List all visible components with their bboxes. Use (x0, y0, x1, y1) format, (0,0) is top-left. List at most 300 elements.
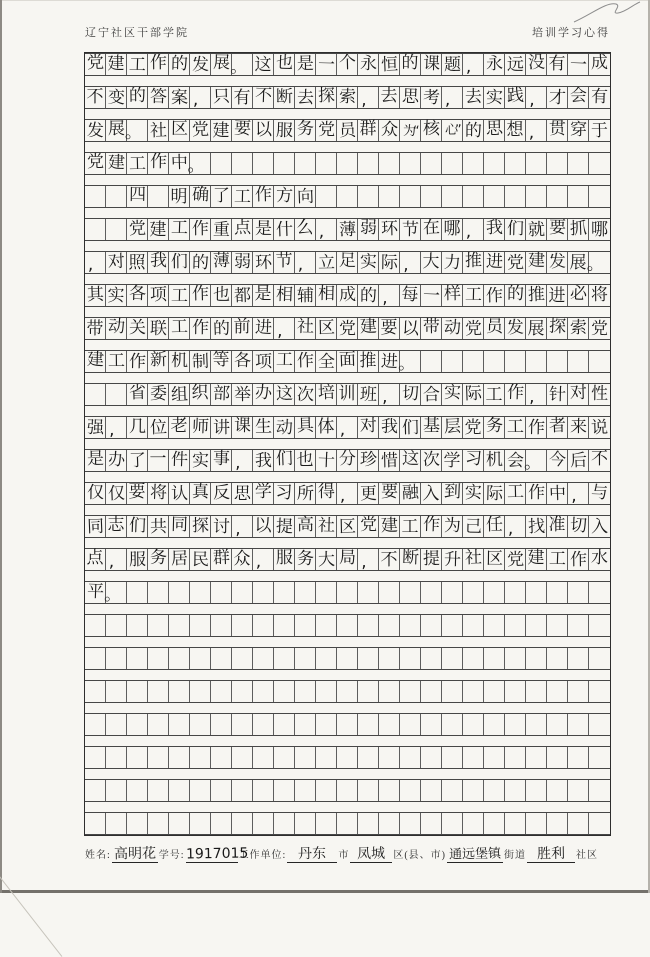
grid-cell: 次 (421, 450, 442, 471)
grid-cell: , (505, 516, 526, 537)
grid-cell: 学 (442, 450, 463, 471)
grid-row (85, 713, 610, 736)
grid-cell: 融 (400, 483, 421, 504)
town-value: 通远堡镇 (448, 846, 502, 863)
grid-cell: 这 (400, 450, 421, 471)
grid-cell (568, 648, 589, 669)
grid-cell (505, 351, 526, 372)
grid-cell (463, 681, 484, 702)
grid-cell: 高 (295, 516, 316, 537)
grid-cell: 这 (253, 54, 274, 75)
grid-cell (85, 681, 106, 702)
grid-cell: 每 (400, 285, 421, 306)
grid-cell: 所 (295, 483, 316, 504)
footer-form (84, 846, 624, 863)
grid-cell (169, 582, 190, 603)
grid-cell: 推 (463, 252, 484, 273)
grid-row (85, 350, 610, 373)
grid-cell: 关 (127, 318, 148, 339)
grid-cell (379, 615, 400, 636)
grid-cell (337, 747, 358, 768)
grid-cell: , (106, 417, 127, 438)
grid-cell: 工 (169, 219, 190, 240)
grid-cell (442, 153, 463, 174)
grid-cell: 的 (358, 285, 379, 306)
grid-cell (337, 153, 358, 174)
grid-cell: , (295, 252, 316, 273)
grid-cell: 哪 (591, 220, 608, 240)
grid-cell (358, 153, 379, 174)
grid-cell: 众 (232, 549, 253, 570)
work-unit-label: 工作单位: (238, 850, 287, 861)
grid-cell (274, 780, 295, 801)
grid-row (85, 548, 610, 571)
grid-cell: 党 (505, 549, 526, 570)
grid-cell (253, 714, 274, 735)
grid-cell (484, 681, 505, 702)
grid-cell (274, 813, 295, 834)
grid-cell: 师 (190, 417, 211, 438)
grid-row (85, 581, 610, 604)
grid-cell (589, 582, 610, 603)
grid-cell (568, 714, 589, 735)
grid-row (85, 185, 610, 208)
grid-cell: 断 (400, 549, 421, 570)
grid-cell: 任 (484, 516, 505, 537)
grid-row (85, 284, 610, 307)
grid-cell (526, 681, 547, 702)
grid-cell (547, 186, 568, 207)
grid-cell (232, 648, 253, 669)
grid-cell: , (379, 285, 400, 306)
grid-cell (274, 681, 295, 702)
grid-cell (589, 780, 610, 801)
grid-cell (232, 813, 253, 834)
grid-cell (442, 747, 463, 768)
grid-cell (295, 780, 316, 801)
grid-cell (148, 780, 169, 801)
grid-cell (106, 747, 127, 768)
grid-cell (421, 615, 442, 636)
grid-cell (526, 813, 547, 834)
grid-cell (211, 681, 232, 702)
grid-cell (400, 648, 421, 669)
grid-cell: 核 (421, 120, 442, 141)
grid-cell: 实 (463, 483, 484, 504)
grid-cell: 党 (316, 120, 337, 141)
grid-cell: 推 (358, 351, 379, 372)
grid-cell: 方 (274, 186, 295, 207)
grid-cell: 对 (106, 252, 127, 273)
grid-cell: 的 (505, 285, 526, 306)
grid-cell: 今 (547, 450, 568, 471)
grid-cell (253, 582, 274, 603)
grid-cell: 党 (127, 219, 148, 240)
grid-cell (232, 780, 253, 801)
grid-cell (379, 780, 400, 801)
grid-cell: 动 (274, 417, 295, 438)
grid-cell (148, 813, 169, 834)
grid-cell: 工 (232, 186, 253, 207)
grid-cell: 展 (526, 318, 547, 339)
grid-cell (505, 582, 526, 603)
grid-cell: 。 (232, 54, 253, 75)
grid-cell: , (316, 219, 337, 240)
grid-cell (106, 681, 127, 702)
grid-cell (127, 615, 148, 636)
grid-cell: 相 (274, 285, 295, 306)
grid-cell (379, 186, 400, 207)
grid-cell: 认 (169, 483, 190, 504)
grid-cell (253, 747, 274, 768)
grid-cell: 的 (190, 252, 211, 273)
grid-cell: 。 (190, 153, 211, 174)
grid-cell: 什 (274, 219, 295, 240)
grid-cell (190, 780, 211, 801)
grid-cell: 将 (590, 284, 609, 306)
grid-cell (106, 186, 127, 207)
grid-cell: 一 (568, 54, 589, 75)
grid-cell (526, 186, 547, 207)
grid-cell: 有 (547, 54, 568, 75)
grid-cell: , (274, 318, 295, 339)
grid-cell: 前 (232, 318, 253, 339)
grid-cell (463, 714, 484, 735)
grid-cell: 展 (568, 252, 589, 273)
grid-cell: 社 (463, 549, 484, 570)
grid-cell: 也 (295, 450, 316, 471)
grid-cell: 实 (190, 450, 211, 471)
grid-cell (568, 186, 589, 207)
grid-cell: 的 (463, 120, 484, 141)
grid-cell (400, 747, 421, 768)
grid-cell: 同 (169, 516, 190, 537)
grid-cell (295, 615, 316, 636)
city-suffix-label: 市 (338, 850, 350, 861)
grid-cell: 弱 (232, 252, 253, 273)
grid-cell: 践 (505, 87, 526, 108)
grid-cell: 位 (148, 417, 169, 438)
grid-cell: , (106, 549, 127, 570)
grid-cell: 习 (274, 483, 295, 504)
grid-cell: 发 (85, 120, 106, 141)
grid-cell: 大 (316, 549, 337, 570)
grid-row (85, 746, 610, 769)
grid-cell: 没 (526, 54, 547, 75)
grid-cell (589, 615, 610, 636)
grid-cell: 说 (590, 417, 609, 439)
grid-cell: 工 (106, 351, 127, 372)
grid-row (85, 812, 610, 835)
grid-cell: 思 (400, 87, 421, 108)
grid-cell (484, 186, 505, 207)
grid-cell: 也 (211, 285, 232, 306)
grid-cell: 服 (127, 549, 148, 570)
grid-cell (211, 615, 232, 636)
grid-cell: , (526, 87, 547, 108)
grid-cell: 立 (316, 252, 337, 273)
grid-cell (127, 747, 148, 768)
grid-cell: 抓 (568, 219, 589, 240)
grid-cell: 们 (274, 450, 295, 471)
grid-cell (547, 153, 568, 174)
grid-row (85, 317, 610, 340)
grid-cell (148, 648, 169, 669)
grid-cell (211, 747, 232, 768)
grid-cell: 探 (190, 516, 211, 537)
grid-cell: 中 (547, 483, 568, 504)
grid-row (85, 53, 610, 76)
grid-cell: 群 (211, 549, 232, 570)
grid-cell (85, 384, 106, 405)
grid-cell: 作 (190, 285, 211, 306)
grid-cell: , (358, 549, 379, 570)
grid-cell: 节 (400, 219, 421, 240)
grid-cell (379, 813, 400, 834)
grid-row (85, 251, 610, 274)
grid-cell (400, 153, 421, 174)
grid-cell: 生 (253, 417, 274, 438)
grid-cell: 想 (505, 120, 526, 141)
grid-cell (547, 351, 568, 372)
grid-cell (421, 813, 442, 834)
grid-cell: 学 (253, 483, 274, 504)
grid-cell (295, 813, 316, 834)
grid-cell (442, 615, 463, 636)
grid-cell (232, 681, 253, 702)
grid-cell (232, 714, 253, 735)
grid-cell (526, 153, 547, 174)
grid-cell: 要 (379, 483, 400, 504)
grid-cell: 带 (85, 318, 106, 339)
grid-cell: 远 (505, 54, 526, 75)
grid-cell: 节 (274, 252, 295, 273)
grid-cell (232, 747, 253, 768)
grid-cell: 是 (85, 450, 106, 471)
grid-cell: 党 (463, 318, 484, 339)
grid-cell: 居 (169, 549, 190, 570)
grid-cell: 培 (316, 384, 337, 405)
city-value: 丹东 (287, 846, 337, 863)
grid-cell: 探 (316, 87, 337, 108)
grid-cell: , (526, 384, 547, 405)
grid-cell (442, 813, 463, 834)
grid-cell (547, 780, 568, 801)
student-id-label: 学号: (158, 850, 185, 861)
grid-cell (568, 681, 589, 702)
grid-cell: 讲 (211, 417, 232, 438)
grid-cell: 作 (190, 219, 211, 240)
grid-cell (568, 813, 589, 834)
grid-cell: 委 (148, 384, 169, 405)
grid-cell: 各 (232, 351, 253, 372)
grid-cell: 我 (484, 219, 505, 240)
grid-cell: 足 (337, 252, 358, 273)
grid-cell: 进 (484, 252, 505, 273)
grid-cell (526, 615, 547, 636)
grid-cell: 心” (442, 120, 463, 141)
grid-cell: , (400, 252, 421, 273)
grid-cell (190, 747, 211, 768)
grid-cell (589, 153, 610, 174)
grid-row (85, 119, 610, 142)
grid-cell (169, 780, 190, 801)
grid-cell: 个 (337, 54, 358, 75)
grid-cell: 作 (127, 351, 148, 372)
grid-cell: , (379, 384, 400, 405)
grid-cell (505, 714, 526, 735)
grid-cell (442, 186, 463, 207)
grid-cell (253, 153, 274, 174)
grid-cell (484, 714, 505, 735)
grid-cell: 基 (421, 417, 442, 438)
grid-cell: , (190, 87, 211, 108)
grid-cell (253, 681, 274, 702)
grid-cell: 成 (590, 52, 609, 74)
grid-cell: 社 (148, 120, 169, 141)
grid-cell (442, 648, 463, 669)
grid-cell (421, 681, 442, 702)
grid-cell: 恒 (379, 54, 400, 75)
grid-cell (106, 714, 127, 735)
grid-cell: 工 (484, 384, 505, 405)
grid-cell (589, 681, 610, 702)
grid-cell: 有 (590, 86, 609, 108)
grid-cell: 弱 (358, 219, 379, 240)
grid-cell: 了 (211, 186, 232, 207)
grid-cell (253, 648, 274, 669)
grid-cell: 以 (253, 120, 274, 141)
grid-cell: 区 (316, 318, 337, 339)
manuscript-grid (84, 52, 611, 836)
grid-cell: 进 (253, 318, 274, 339)
grid-cell (463, 780, 484, 801)
grid-cell (316, 615, 337, 636)
grid-row (85, 515, 610, 538)
grid-cell: 有 (232, 87, 253, 108)
grid-cell: 以 (253, 516, 274, 537)
grid-cell (400, 813, 421, 834)
grid-cell (463, 747, 484, 768)
grid-cell: 薄 (211, 252, 232, 273)
grid-cell (421, 714, 442, 735)
grid-cell: 建 (106, 54, 127, 75)
grid-cell: 反 (211, 483, 232, 504)
grid-cell: 必 (568, 285, 589, 306)
grid-cell (316, 780, 337, 801)
grid-cell (190, 648, 211, 669)
grid-cell (316, 648, 337, 669)
grid-cell (274, 153, 295, 174)
grid-cell: 们 (400, 417, 421, 438)
grid-cell: 进 (547, 285, 568, 306)
grid-cell: 于 (590, 120, 609, 142)
grid-cell: 实 (106, 285, 127, 306)
grid-cell (295, 582, 316, 603)
grid-cell (148, 186, 169, 207)
grid-cell (442, 714, 463, 735)
grid-cell: 作 (295, 351, 316, 372)
grid-cell: , (463, 219, 484, 240)
grid-row (85, 86, 610, 109)
grid-row (85, 383, 610, 406)
grid-cell: 志 (106, 516, 127, 537)
grid-cell: 了 (127, 450, 148, 471)
grid-cell: 力 (442, 252, 463, 273)
grid-cell: 作 (148, 54, 169, 75)
grid-cell (463, 186, 484, 207)
grid-cell (505, 615, 526, 636)
grid-cell: 班 (358, 384, 379, 405)
grid-cell: 党 (505, 252, 526, 273)
grid-cell (211, 582, 232, 603)
grid-cell (211, 648, 232, 669)
district-suffix-label: 区(县、市) (393, 850, 447, 861)
grid-cell (547, 615, 568, 636)
grid-cell: 成 (337, 285, 358, 306)
grid-cell: 会 (568, 87, 589, 108)
grid-cell: 工 (169, 285, 190, 306)
grid-cell: 工 (127, 153, 148, 174)
grid-cell: 思 (484, 120, 505, 141)
grid-cell: 一 (148, 450, 169, 471)
grid-cell (337, 681, 358, 702)
grid-cell: 提 (421, 549, 442, 570)
grid-cell: 点 (232, 219, 253, 240)
grid-cell: 推 (526, 285, 547, 306)
grid-cell (400, 582, 421, 603)
grid-cell: 建 (526, 252, 547, 273)
grid-cell: 是 (295, 54, 316, 75)
grid-cell: 明 (169, 186, 190, 207)
grid-cell (316, 582, 337, 603)
grid-cell: 到 (442, 483, 463, 504)
grid-cell: 的 (169, 54, 190, 75)
grid-cell (379, 681, 400, 702)
grid-cell (190, 714, 211, 735)
grid-cell: 老 (169, 417, 190, 438)
grid-cell: 不 (379, 549, 400, 570)
grid-cell: 要 (379, 318, 400, 339)
grid-cell: 作 (421, 516, 442, 537)
grid-cell (463, 153, 484, 174)
grid-cell (379, 153, 400, 174)
grid-cell: 党 (190, 120, 211, 141)
grid-cell (547, 714, 568, 735)
grid-cell (106, 648, 127, 669)
grid-cell (484, 648, 505, 669)
community-value: 胜利 (527, 846, 575, 863)
grid-cell: 局 (337, 549, 358, 570)
grid-cell (106, 615, 127, 636)
grid-cell (421, 648, 442, 669)
grid-cell: 要 (127, 483, 148, 504)
grid-row (85, 449, 610, 472)
grid-cell: , (85, 252, 106, 273)
grid-cell: 联 (148, 318, 169, 339)
grid-cell (442, 351, 463, 372)
grid-cell: 向 (295, 186, 316, 207)
grid-cell (127, 714, 148, 735)
grid-cell (400, 780, 421, 801)
grid-cell: 办 (106, 450, 127, 471)
grid-cell (337, 615, 358, 636)
grid-cell: 区 (337, 516, 358, 537)
grid-cell: 作 (526, 417, 547, 438)
grid-cell: 这 (274, 384, 295, 405)
grid-cell: 升 (442, 549, 463, 570)
grid-cell: 找 (526, 516, 547, 537)
